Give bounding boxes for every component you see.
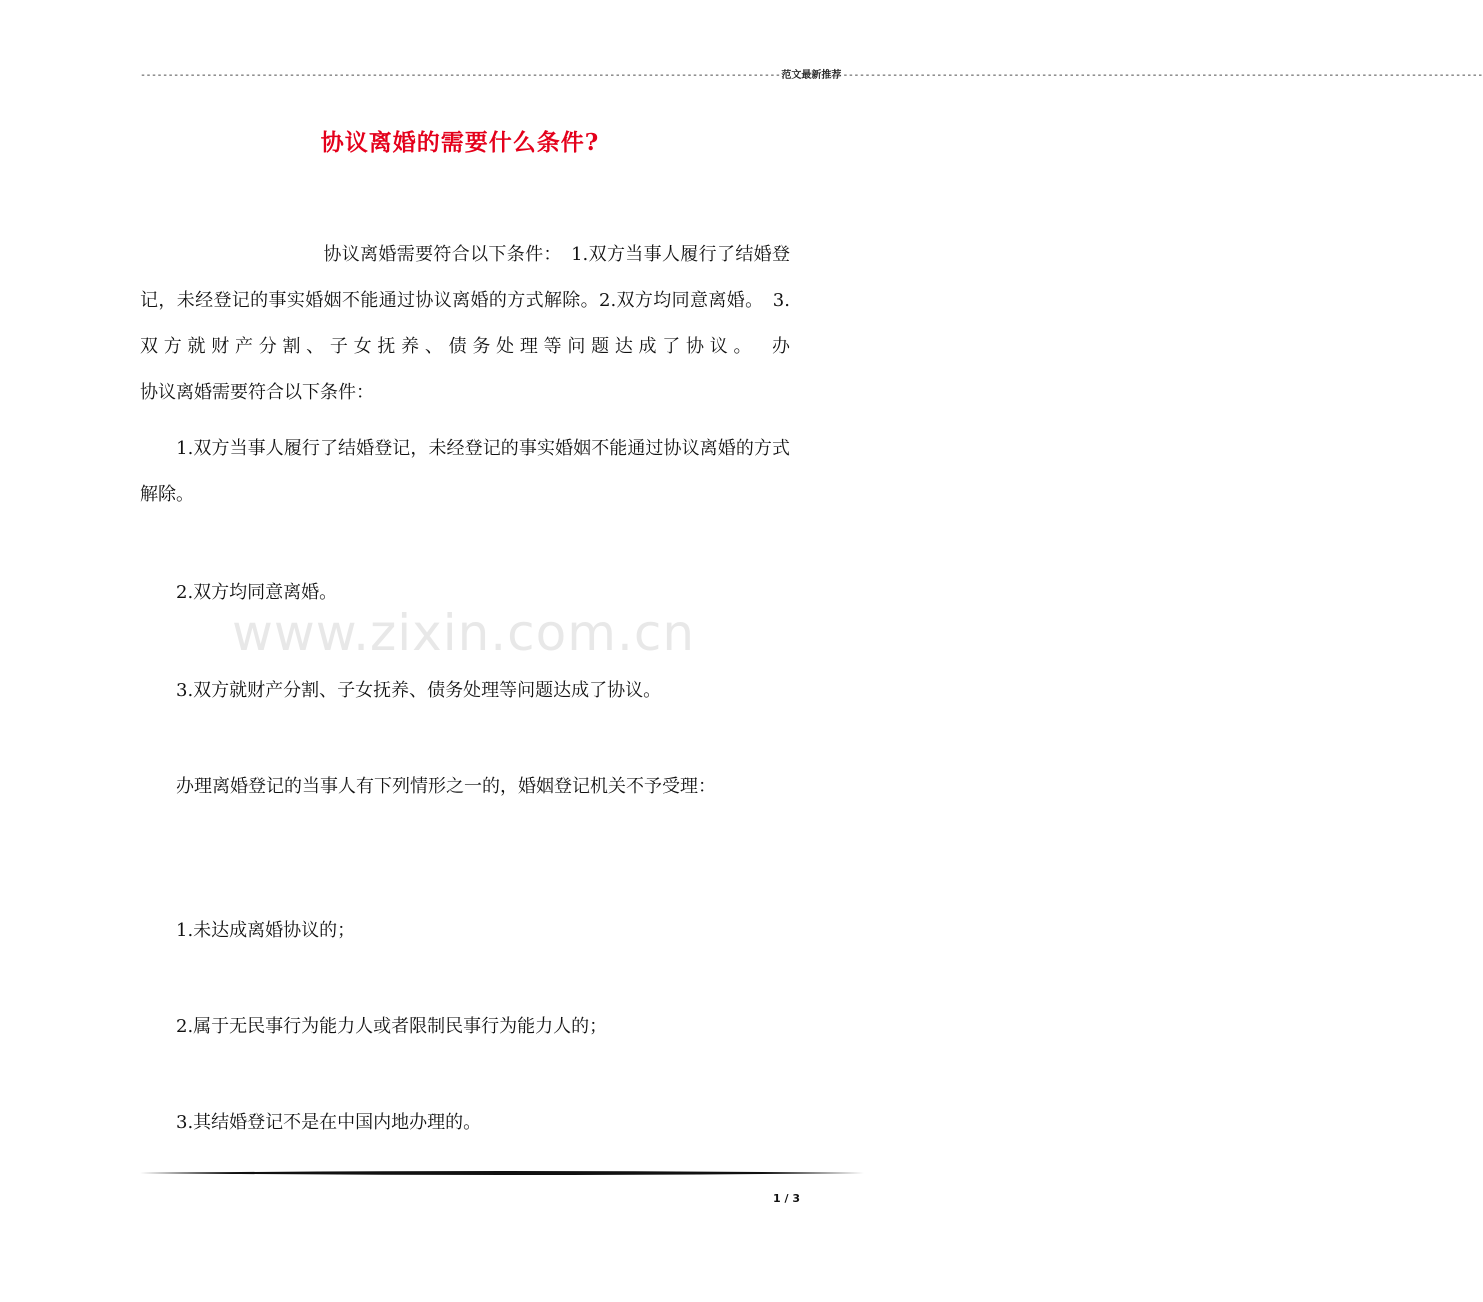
footer-rule bbox=[140, 1170, 864, 1176]
paragraph-not-accepted: 办理离婚登记的当事人有下列情形之一的，婚姻登记机关不予受理： bbox=[140, 776, 716, 797]
paragraph-case-3: 3.其结婚登记不是在中国内地办理的。 bbox=[140, 1112, 482, 1133]
page-number: 1 / 3 bbox=[773, 1192, 800, 1205]
header-dash-right: -------------------------------------------------------------------------------------------------------------------- bbox=[842, 70, 1483, 81]
paragraph-case-1: 1.未达成离婚协议的； bbox=[140, 920, 356, 941]
paragraph-intro: 协议离婚需要符合以下条件： 1.双方当事人履行了结婚登记，未经登记的事实婚姻不能通过协议离婚的方式解除。2.双方均同意离婚。 3.双方就财产分割、子女抚养、债务处理等问题达成了协议。 办 协议离婚需要符合以下条件： bbox=[140, 244, 934, 403]
paragraph-case-2: 2.属于无民事行为能力人或者限制民事行为能力人的； bbox=[140, 1016, 608, 1037]
document-title: 协议离婚的需要什么条件? bbox=[320, 129, 600, 156]
paragraph-condition-3: 3.双方就财产分割、子女抚养、债务处理等问题达成了协议。 bbox=[140, 680, 662, 701]
watermark: www.zixin.com.cn bbox=[232, 604, 696, 662]
page-header bbox=[140, 68, 1483, 84]
header-label: 范文最新推荐 bbox=[781, 70, 842, 81]
paragraph-condition-1: 1.双方当事人履行了结婚登记，未经登记的事实婚姻不能通过协议离婚的方式解除。 bbox=[140, 438, 790, 505]
paragraph-condition-2: 2.双方均同意离婚。 bbox=[140, 582, 338, 603]
header-dash-left: -------------------------------------------------------------------------------------------------------------------- bbox=[140, 70, 781, 81]
